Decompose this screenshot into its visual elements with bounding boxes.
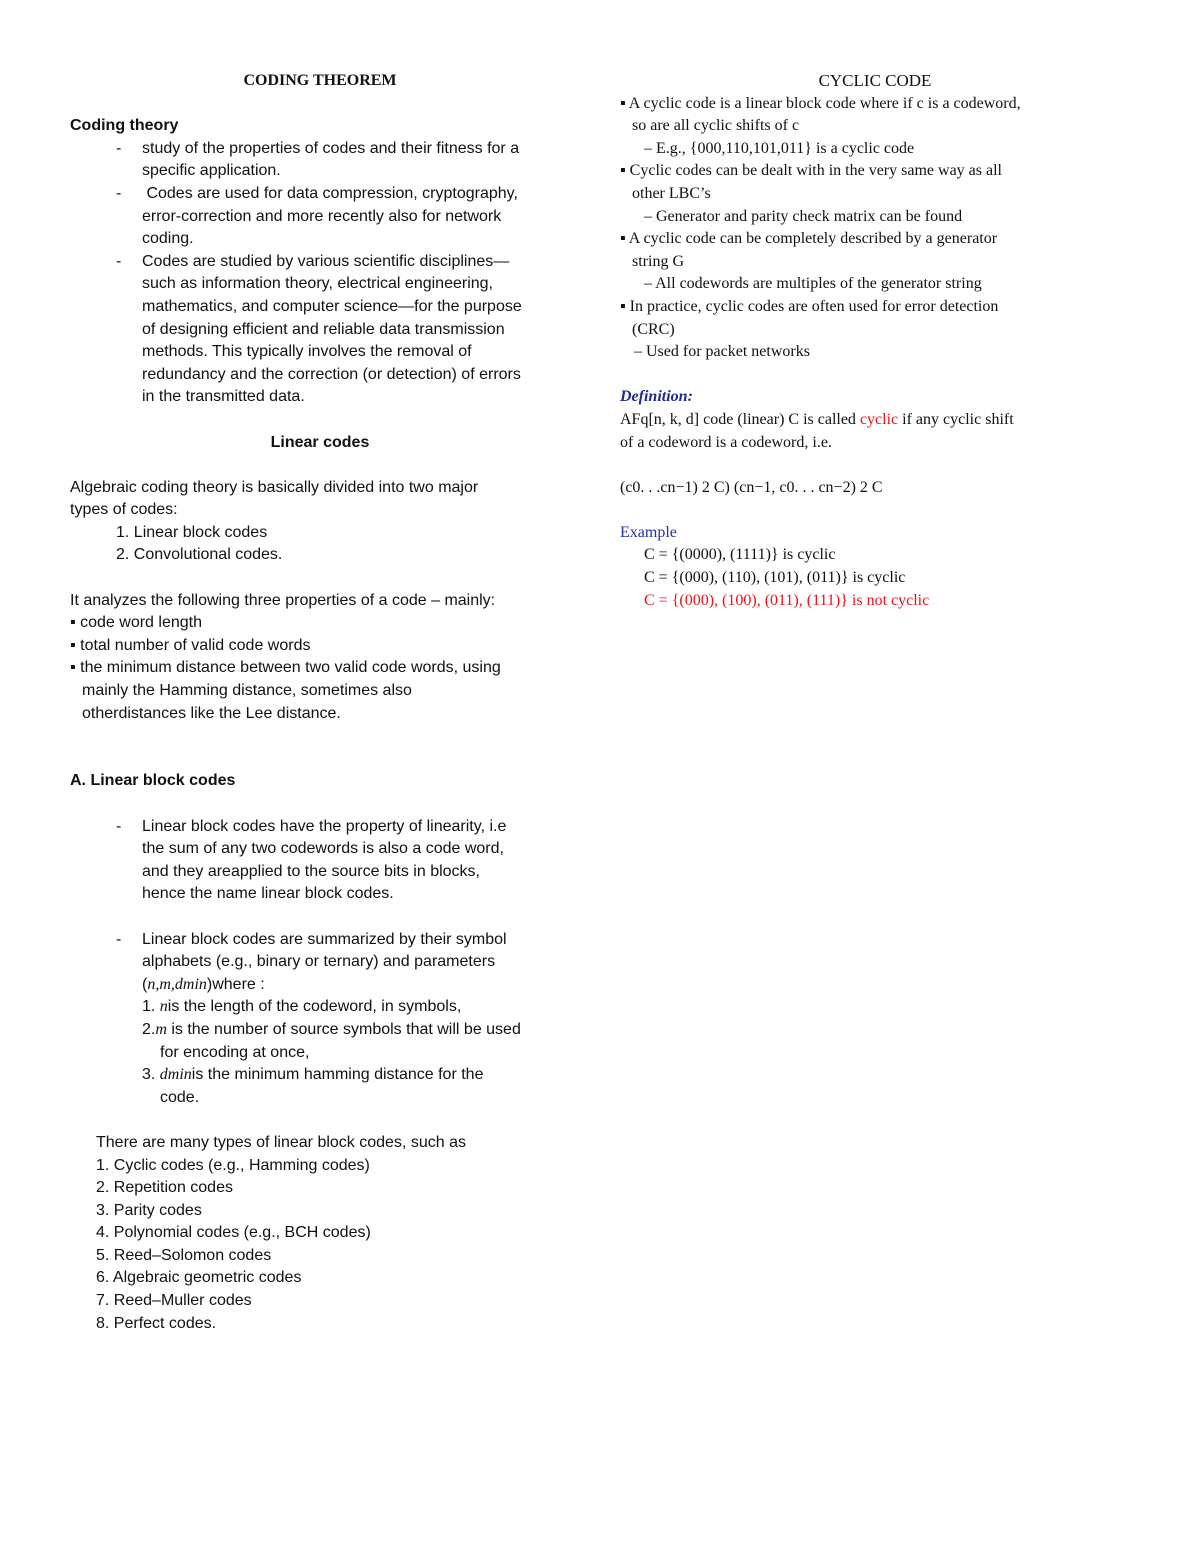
- sub-bullet: – E.g., {000,110,101,011} is a cyclic code: [644, 139, 915, 157]
- code-type-item: 1. Cyclic codes (e.g., Hamming codes): [96, 1156, 370, 1174]
- code-type-item: 8. Perfect codes.: [96, 1314, 217, 1332]
- code-type-item: 2. Convolutional codes.: [116, 546, 283, 564]
- text-line: It analyzes the following three properties of a code – mainly:: [70, 591, 496, 609]
- bullet-line: ▪ A cyclic code can be completely described by a generator: [620, 230, 998, 248]
- text-line: redundancy and the correction (or detection) of errors: [142, 365, 521, 383]
- sub-bullet: – Used for packet networks: [634, 343, 810, 361]
- text-line: such as information theory, electrical engineering,: [142, 275, 493, 293]
- coding-theorem-title: CODING THEOREM: [243, 72, 397, 89]
- definition-line: AFq[n, k, d] code (linear) C is called cyclic if any cyclic shift: [620, 410, 1014, 428]
- text-line: Linear block codes are summarized by their symbol: [142, 930, 507, 948]
- code-type-item: 5. Reed–Solomon codes: [96, 1246, 272, 1264]
- cyclic-code-title: CYCLIC CODE: [818, 71, 932, 90]
- text-line: mainly the Hamming distance, sometimes also: [82, 682, 412, 700]
- dash-marker: -: [116, 930, 122, 948]
- text-line: mathematics, and computer science—for the purpose: [142, 297, 522, 315]
- text-line: Codes are used for data compression, cryptography,: [142, 184, 518, 202]
- property-item: ▪ code word length: [70, 614, 202, 632]
- text-line: of designing efficient and reliable data transmission: [142, 320, 505, 338]
- coding-theory-bullet-1: [70, 138, 570, 183]
- bullet-line: ▪ In practice, cyclic codes are often used for error detection: [620, 297, 999, 315]
- code-type-item: 7. Reed–Muller codes: [96, 1292, 252, 1310]
- cyclic-highlight: cyclic: [859, 410, 899, 428]
- code-type-item: 4. Polynomial codes (e.g., BCH codes): [96, 1224, 371, 1242]
- left-column: [70, 70, 570, 1335]
- dash-marker: -: [116, 817, 122, 835]
- right-column: [620, 70, 1130, 612]
- text-line: Algebraic coding theory is basically divided into two major: [70, 478, 479, 496]
- text-line: specific application.: [142, 162, 281, 180]
- definition-formula: (c0. . .cn−1) 2 C) (cn−1, c0. . . cn−2) 2 C: [620, 478, 883, 496]
- text-line: Codes are studied by various scientific disciplines—: [142, 252, 510, 270]
- text-line: hence the name linear block codes.: [142, 885, 394, 903]
- dash-marker: -: [116, 184, 122, 202]
- example-item-not-cyclic: C = {(000), (100), (011), (111)} is not cyclic: [644, 591, 930, 609]
- parameters-variables: n,m,dmin: [147, 975, 207, 993]
- code-type-item: 1. Linear block codes: [116, 523, 268, 541]
- dash-marker: -: [116, 139, 122, 157]
- text-line: string G: [632, 252, 684, 270]
- text-line: for encoding at once,: [160, 1043, 310, 1061]
- definition-label: Definition:: [620, 388, 693, 406]
- bullet-line: ▪ A cyclic code is a linear block code where if c is a codeword,: [620, 94, 1021, 112]
- text-line: study of the properties of codes and their fitness for a: [142, 139, 520, 157]
- text-line: code.: [160, 1088, 200, 1106]
- text-line: otherdistances like the Lee distance.: [82, 704, 341, 722]
- parameters-line: (n,m,dmin)where :: [142, 975, 265, 993]
- coding-theory-bullet-2: [70, 183, 570, 251]
- code-type-item: 6. Algebraic geometric codes: [96, 1269, 302, 1287]
- property-item: ▪ total number of valid code words: [70, 636, 311, 654]
- linear-block-paragraph-1: [70, 816, 570, 906]
- text-line: the sum of any two codewords is also a code word,: [142, 840, 504, 858]
- text-line: types of codes:: [70, 501, 178, 519]
- text-line: in the transmitted data.: [142, 388, 305, 406]
- linear-codes-heading: Linear codes: [270, 433, 370, 451]
- coding-theory-heading: Coding theory: [70, 117, 179, 135]
- text-line: methods. This typically involves the removal of: [142, 343, 472, 361]
- text-line: alphabets (e.g., binary or ternary) and parameters: [142, 953, 496, 971]
- types-intro: There are many types of linear block codes, such as: [96, 1133, 466, 1151]
- example-label: Example: [620, 523, 677, 541]
- sub-bullet: – All codewords are multiples of the generator string: [644, 275, 982, 293]
- text-line: of a codeword is a codeword, i.e.: [620, 433, 832, 451]
- example-item: C = {(0000), (1111)} is cyclic: [644, 546, 836, 564]
- text-line: and they areapplied to the source bits in blocks,: [142, 862, 480, 880]
- text-line: (CRC): [632, 320, 675, 338]
- text-line: other LBC’s: [632, 184, 711, 202]
- text-line: so are all cyclic shifts of c: [632, 117, 800, 135]
- text-line: Linear block codes have the property of linearity, i.e: [142, 817, 507, 835]
- linear-block-codes-heading: A. Linear block codes: [70, 772, 236, 790]
- dash-marker: -: [116, 252, 122, 270]
- bullet-line: ▪ Cyclic codes can be dealt with in the very same way as all: [620, 162, 1002, 180]
- property-item: ▪ the minimum distance between two valid code words, using: [70, 659, 501, 677]
- parameter-item-m: 2.m is the number of source symbols that will be used: [142, 1020, 521, 1038]
- parameter-item-dmin: 3. dminis the minimum hamming distance for the: [142, 1066, 484, 1084]
- types-list: [70, 1155, 570, 1336]
- parameter-item-n: 1. nis the length of the codeword, in symbols,: [142, 998, 462, 1016]
- code-type-item: 2. Repetition codes: [96, 1179, 233, 1197]
- linear-block-paragraph-2: [70, 929, 570, 1110]
- text-line: coding.: [142, 230, 194, 248]
- example-item: C = {(000), (110), (101), (011)} is cyclic: [644, 569, 906, 587]
- sub-bullet: – Generator and parity check matrix can be found: [644, 207, 963, 225]
- text-line: error-correction and more recently also for network: [142, 207, 502, 225]
- coding-theory-bullet-3: [70, 251, 570, 409]
- code-type-item: 3. Parity codes: [96, 1201, 202, 1219]
